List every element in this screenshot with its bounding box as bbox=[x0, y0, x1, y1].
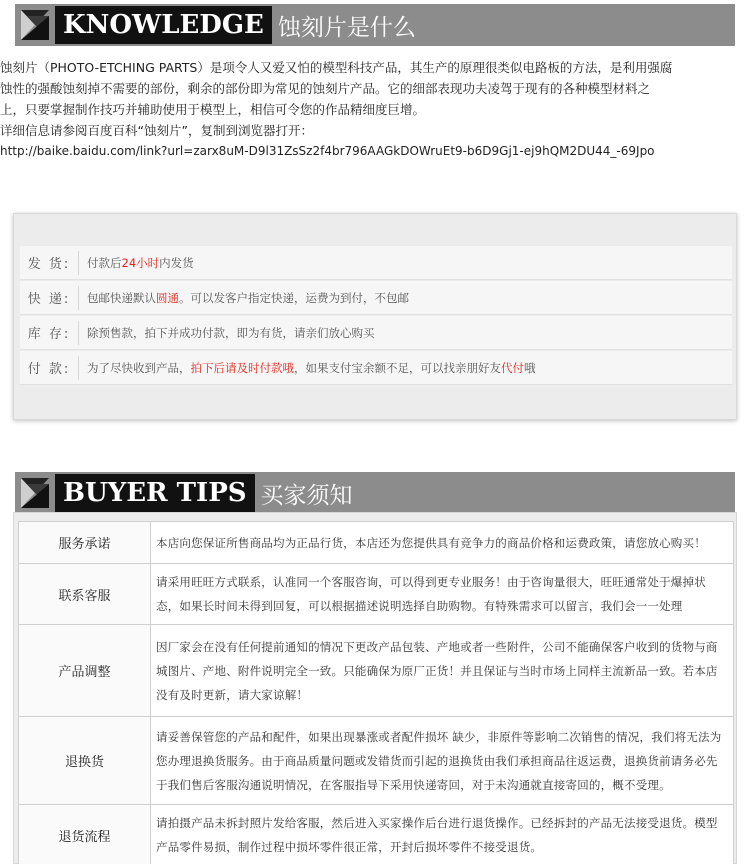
tip-text: 请妥善保管您的产品和配件，如果出现暴涨或者配件损坏 缺少，非原件等影响二次销售的情况，我们将无法为您办理退换货服务。由于商品质量问题或发错货而引起的退换货由我们承担商品往返运费，退换货前请务必先于我们售后客服沟通说明情况，在客服指导下采用快递寄回，对于未沟通就直接寄回的，概不受理。 bbox=[151, 717, 734, 805]
buyer-tips-table bbox=[18, 521, 734, 864]
shipping-info-panel bbox=[13, 213, 737, 420]
divider bbox=[78, 286, 79, 310]
shipping-row bbox=[20, 281, 732, 315]
row-label: 库 存: bbox=[27, 327, 71, 342]
row-value: 包邮快递默认圆通。可以发客户指定快递，运费为到付，不包邮 bbox=[87, 290, 409, 305]
buyer-tips-title-en: BUYER TIPS bbox=[55, 474, 255, 512]
buyer-tips-panel bbox=[13, 512, 737, 864]
intro-line: 蚀性的强酸蚀刻掉不需要的部份，剩余的部份即为常见的蚀刻片产品。它的细部表现功夫凌驾于现有的各种模型材料之 bbox=[0, 81, 651, 96]
row-label: 发 货: bbox=[27, 257, 71, 272]
tip-key: 退货流程 bbox=[19, 805, 151, 864]
tip-text: 请拍摄产品未拆封照片发给客服，然后进入买家操作后台进行退货操作。已经拆封的产品无法接受退货。模型产品零件易损，制作过程中损坏零件很正常，开封后损坏零件不接受退货。 bbox=[151, 805, 734, 864]
triangle-logo-icon bbox=[15, 472, 53, 514]
knowledge-title-en: KNOWLEDGE bbox=[55, 6, 272, 44]
divider bbox=[78, 356, 79, 380]
intro-line: 蚀刻片（PHOTO-ETCHING PARTS）是项令人又爱又怕的模型科技产品，其生产的原理很类似电路板的方法，是利用强腐 bbox=[0, 60, 673, 75]
row-value: 为了尽快收到产品，拍下后请及时付款哦，如果支付宝余额不足，可以找亲朋好友代付哦 bbox=[87, 360, 536, 375]
tip-key: 产品调整 bbox=[19, 625, 151, 717]
knowledge-banner bbox=[15, 4, 735, 46]
row-value: 除预售款，拍下并成功付款，即为有货，请亲们放心购买 bbox=[87, 325, 375, 340]
divider bbox=[78, 251, 79, 275]
table-row bbox=[19, 805, 734, 864]
row-value: 付款后24小时内发货 bbox=[87, 255, 194, 270]
row-label: 付 款: bbox=[27, 362, 71, 377]
tip-key: 服务承诺 bbox=[19, 522, 151, 564]
tip-text: 请采用旺旺方式联系，认准同一个客服咨询，可以得到更专业服务！由于咨询量很大，旺旺通常处于爆掉状态，如果长时间未得到回复，可以根据描述说明选择自助购物。有特殊需求可以留言，我们会一一处理 bbox=[151, 564, 734, 625]
intro-line: 详细信息请参阅百度百科“蚀刻片”，复制到浏览器打开： bbox=[0, 123, 313, 138]
intro-line: 上，只要掌握制作技巧并辅助使用于模型上，相信可令您的作品精细度巨增。 bbox=[0, 102, 426, 117]
table-row bbox=[19, 625, 734, 717]
table-row bbox=[19, 522, 734, 564]
buyer-tips-banner bbox=[15, 472, 735, 514]
divider bbox=[78, 321, 79, 345]
table-row bbox=[19, 564, 734, 625]
tip-key: 退换货 bbox=[19, 717, 151, 805]
tip-key: 联系客服 bbox=[19, 564, 151, 625]
triangle-logo-icon bbox=[15, 4, 53, 46]
table-row bbox=[19, 717, 734, 805]
buyer-tips-title-cn: 买家须知 bbox=[260, 482, 353, 509]
baike-link[interactable]: http://baike.baidu.com/link?url=zarx8uM-D9l31ZsSz2f4br796AAGkDOWruEt9-b6D9Gj1-ej9hQM2DU44_-69Jpo bbox=[0, 144, 655, 158]
row-label: 快 递: bbox=[27, 292, 71, 307]
shipping-row bbox=[20, 246, 732, 280]
intro-text bbox=[0, 57, 750, 162]
tip-text: 本店向您保证所售商品均为正品行货，本店还为您提供具有竞争力的商品价格和运费政策，请您放心购买！ bbox=[151, 522, 734, 564]
shipping-row bbox=[20, 351, 732, 385]
knowledge-title-cn: 蚀刻片是什么 bbox=[277, 14, 416, 41]
shipping-row bbox=[20, 316, 732, 350]
tip-text: 因厂家会在没有任何提前通知的情况下更改产品包装、产地或者一些附件，公司不能确保客户收到的货物与商城图片、产地、附件说明完全一致。只能确保为原厂正货！并且保证与当时市场上同样主流新品一致。若本店没有及时更新，请大家谅解！ bbox=[151, 625, 734, 717]
